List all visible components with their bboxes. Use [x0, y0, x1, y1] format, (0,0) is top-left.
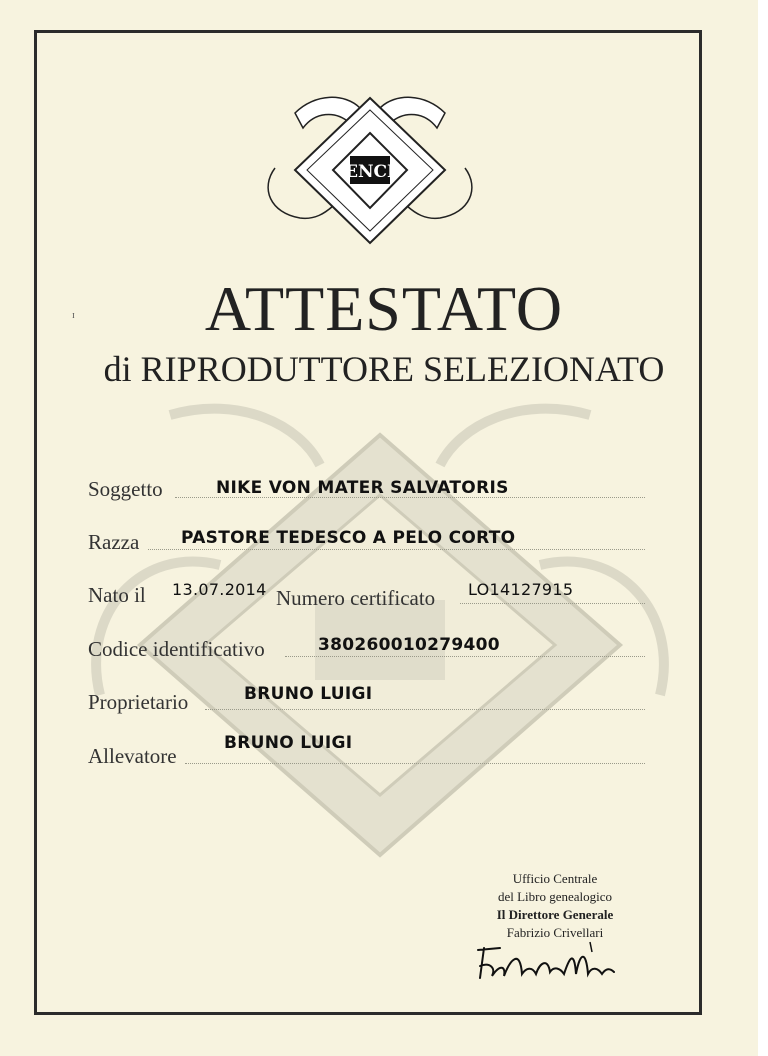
- soggetto-label: Soggetto: [88, 477, 163, 501]
- office-line-1: Ufficio Centrale: [512, 871, 598, 886]
- codice-label: Codice identificativo: [88, 637, 265, 661]
- proprietario-value: BRUNO LUIGI: [244, 684, 373, 704]
- office-line-2: del Libro genealogico: [497, 889, 613, 904]
- office-line-3: Il Direttore Generale: [496, 907, 614, 922]
- allevatore-line: [185, 763, 645, 764]
- handwritten-signature: [470, 938, 620, 986]
- allevatore-label: Allevatore: [88, 744, 177, 768]
- nato-value: 13.07.2014: [172, 580, 267, 599]
- nato-label: Nato il: [88, 583, 146, 607]
- certificato-value: LO14127915: [468, 580, 574, 599]
- enci-emblem-icon: [255, 88, 485, 253]
- certificato-line: [460, 603, 645, 604]
- ink-mark: ɪ: [72, 310, 75, 321]
- certificato-label: Numero certificato: [276, 586, 436, 610]
- razza-line: [148, 549, 645, 550]
- page-subtitle: di RIPRODUTTORE SELEZIONATO: [103, 349, 665, 389]
- office-block: [455, 870, 655, 942]
- proprietario-line: [205, 709, 645, 710]
- page-title: ATTESTATO: [204, 273, 564, 344]
- svg-text:ENCI: ENCI: [345, 162, 395, 182]
- office-line-4: Fabrizio Crivellari: [506, 925, 604, 940]
- razza-value: PASTORE TEDESCO A PELO CORTO: [181, 528, 516, 548]
- proprietario-label: Proprietario: [88, 690, 189, 714]
- razza-label: Razza: [88, 530, 140, 554]
- codice-line: [285, 656, 645, 657]
- page-edge: [758, 0, 768, 1056]
- allevatore-value: BRUNO LUIGI: [224, 733, 353, 753]
- enci-watermark-icon: [60, 395, 700, 865]
- codice-value: 380260010279400: [318, 635, 500, 655]
- soggetto-value: NIKE VON MATER SALVATORIS: [216, 478, 509, 498]
